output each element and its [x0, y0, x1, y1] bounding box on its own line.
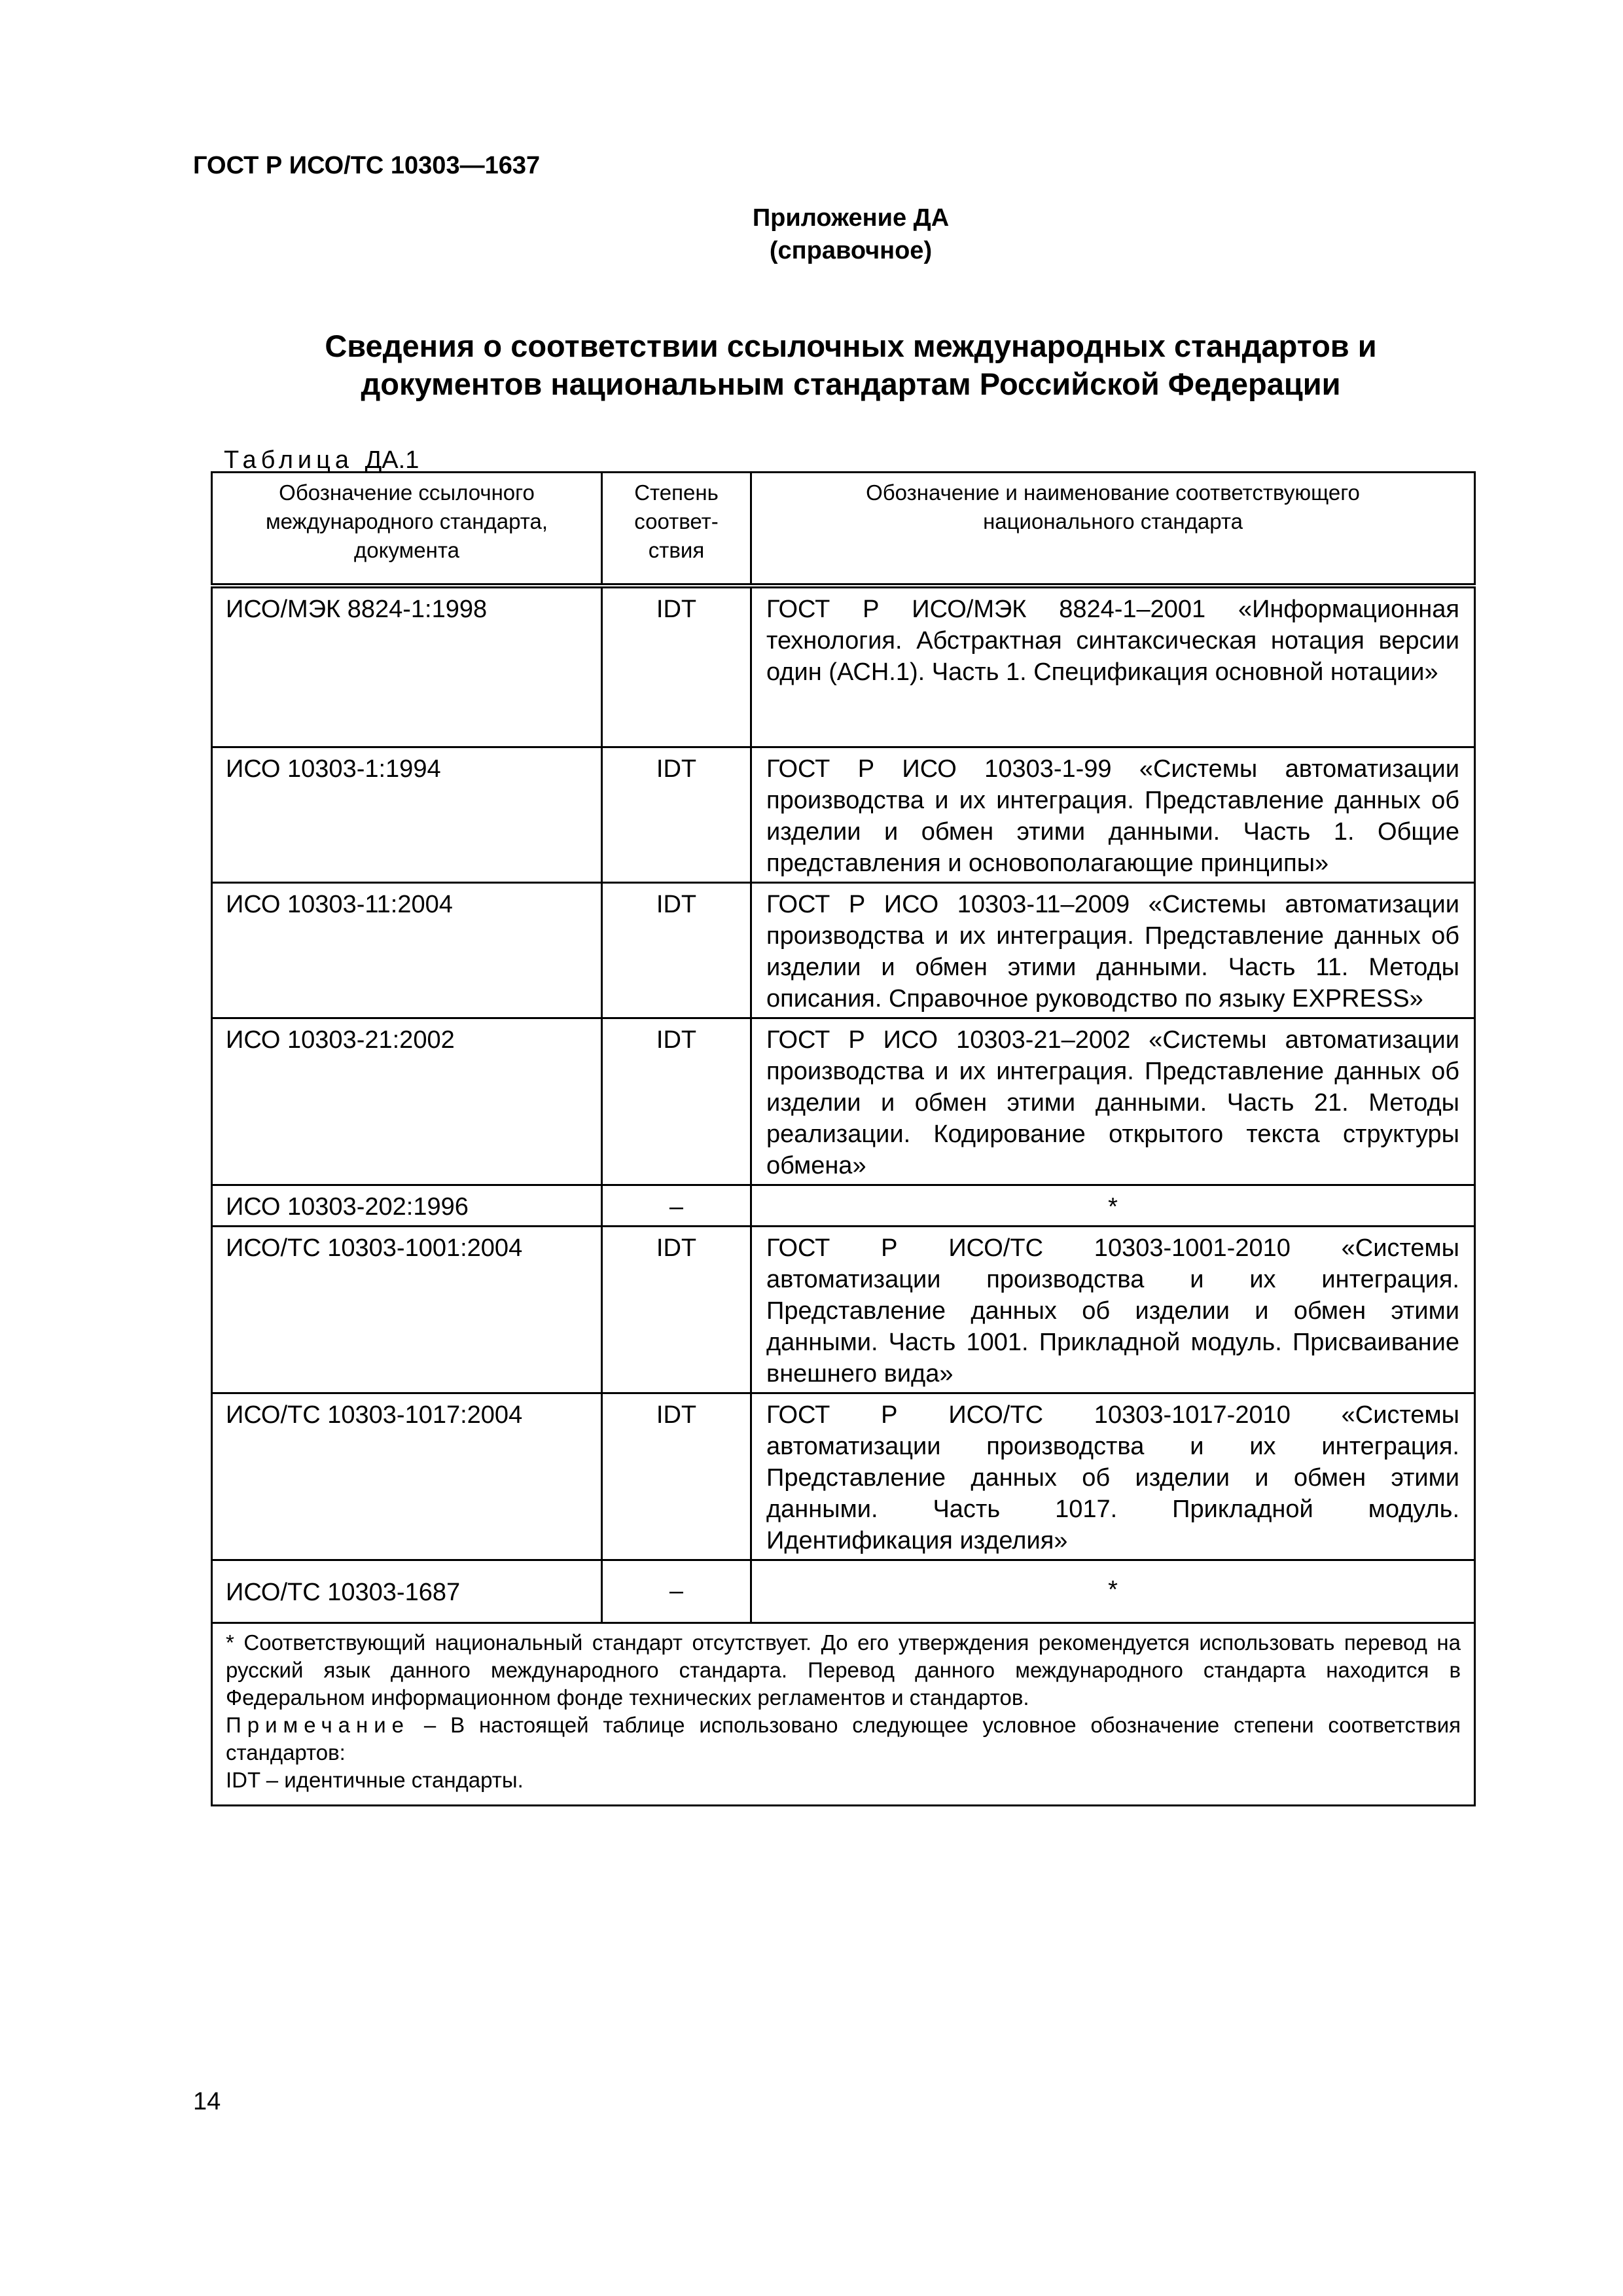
table-row [212, 1226, 1475, 1393]
national-standard-cell: ГОСТ Р ИСО/МЭК 8824-1–2001 «Информационная технология. Абстрактная синтаксическая нотация версии один (АСН.1). Часть 1. Спецификация основной нотации» [751, 586, 1475, 747]
intl-standard-cell: ИСО 10303-21:2002 [212, 1018, 602, 1185]
document-code-header: ГОСТ Р ИСО/ТС 10303—1637 [193, 152, 541, 179]
appendix-subtitle: (справочное) [769, 237, 933, 264]
appendix-title: Приложение ДА [752, 204, 950, 232]
table-caption-label: Таблица [224, 446, 353, 474]
degree-cell: IDT [602, 1226, 751, 1393]
degree-cell: IDT [602, 586, 751, 747]
note-text: – В настоящей таблице использовано следующее условное обозначение степени соответствия стандартов: [226, 1712, 1461, 1765]
table-row [212, 747, 1475, 882]
footnote-asterisk-text: * Соответствующий национальный стандарт отсутствует. До его утверждения рекомендуется использовать перевод на русский язык данного международного стандарта. Перевод данного международного стандарта находится в Федеральном информационном фонде технических регламентов и стандартов. [226, 1630, 1461, 1710]
national-standard-cell: ГОСТ Р ИСО/ТС 10303-1001-2010 «Системы автоматизации производства и их интеграция. Представление данных об изделии и обмен этими данными. Часть 1001. Прикладной модуль. Присваивание внешнего вида» [751, 1226, 1475, 1393]
correspondence-table [211, 471, 1476, 1806]
degree-cell: – [602, 1560, 751, 1623]
footnote-idt-text: IDT – идентичные стандарты. [226, 1767, 524, 1792]
table-row [212, 586, 1475, 747]
intl-standard-cell: ИСО/ТС 10303-1687 [212, 1560, 602, 1623]
table-header-row [212, 473, 1475, 586]
page-number: 14 [193, 2088, 221, 2115]
footnote-row [212, 1623, 1475, 1805]
column-header-intl-standard: Обозначение ссылочного международного стандарта, документа [212, 473, 602, 586]
table-footnote [212, 1623, 1475, 1805]
degree-cell: IDT [602, 1018, 751, 1185]
degree-cell: IDT [602, 882, 751, 1018]
footnote-note [226, 1712, 1461, 1767]
national-standard-cell: * [751, 1560, 1475, 1623]
table-row [212, 1560, 1475, 1623]
table-row [212, 1393, 1475, 1560]
table-caption [224, 446, 419, 475]
intl-standard-cell: ИСО 10303-202:1996 [212, 1185, 602, 1226]
note-label: Примечание [226, 1712, 410, 1737]
intl-standard-cell: ИСО/ТС 10303-1001:2004 [212, 1226, 602, 1393]
table-row [212, 1018, 1475, 1185]
intl-standard-cell: ИСО 10303-11:2004 [212, 882, 602, 1018]
national-standard-cell: ГОСТ Р ИСО 10303-21–2002 «Системы автоматизации производства и их интеграция. Представление данных об изделии и обмен этими данными. Часть 21. Методы реализации. Кодирование открытого текста структуры обмена» [751, 1018, 1475, 1185]
document-title-line-2: документов национальным стандартам Российской Федерации [361, 367, 1341, 401]
national-standard-cell: ГОСТ Р ИСО 10303-1-99 «Системы автоматизации производства и их интеграция. Представление данных об изделии и обмен этими данными. Часть 1. Общие представления и основополагающие принципы» [751, 747, 1475, 882]
table-row [212, 882, 1475, 1018]
document-title-line-1: Сведения о соответствии ссылочных международных стандартов и [325, 329, 1377, 363]
national-standard-cell: ГОСТ Р ИСО 10303-11–2009 «Системы автоматизации производства и их интеграция. Представление данных об изделии и обмен этими данными. Часть 11. Методы описания. Справочное руководство по языку EXPRESS» [751, 882, 1475, 1018]
document-title [209, 327, 1492, 403]
table-caption-number: ДА.1 [365, 446, 419, 474]
degree-cell: IDT [602, 1393, 751, 1560]
degree-cell: – [602, 1185, 751, 1226]
column-header-national-standard: Обозначение и наименование соответствующего национального стандарта [751, 473, 1475, 586]
table-row [212, 1185, 1475, 1226]
appendix-heading [654, 202, 1047, 267]
national-standard-cell: ГОСТ Р ИСО/ТС 10303-1017-2010 «Системы автоматизации производства и их интеграция. Представление данных об изделии и обмен этими данными. Часть 1017. Прикладной модуль. Идентификация изделия» [751, 1393, 1475, 1560]
national-standard-cell: * [751, 1185, 1475, 1226]
intl-standard-cell: ИСО/ТС 10303-1017:2004 [212, 1393, 602, 1560]
degree-cell: IDT [602, 747, 751, 882]
intl-standard-cell: ИСО/МЭК 8824-1:1998 [212, 586, 602, 747]
column-header-degree: Степень соответ-ствия [602, 473, 751, 586]
intl-standard-cell: ИСО 10303-1:1994 [212, 747, 602, 882]
